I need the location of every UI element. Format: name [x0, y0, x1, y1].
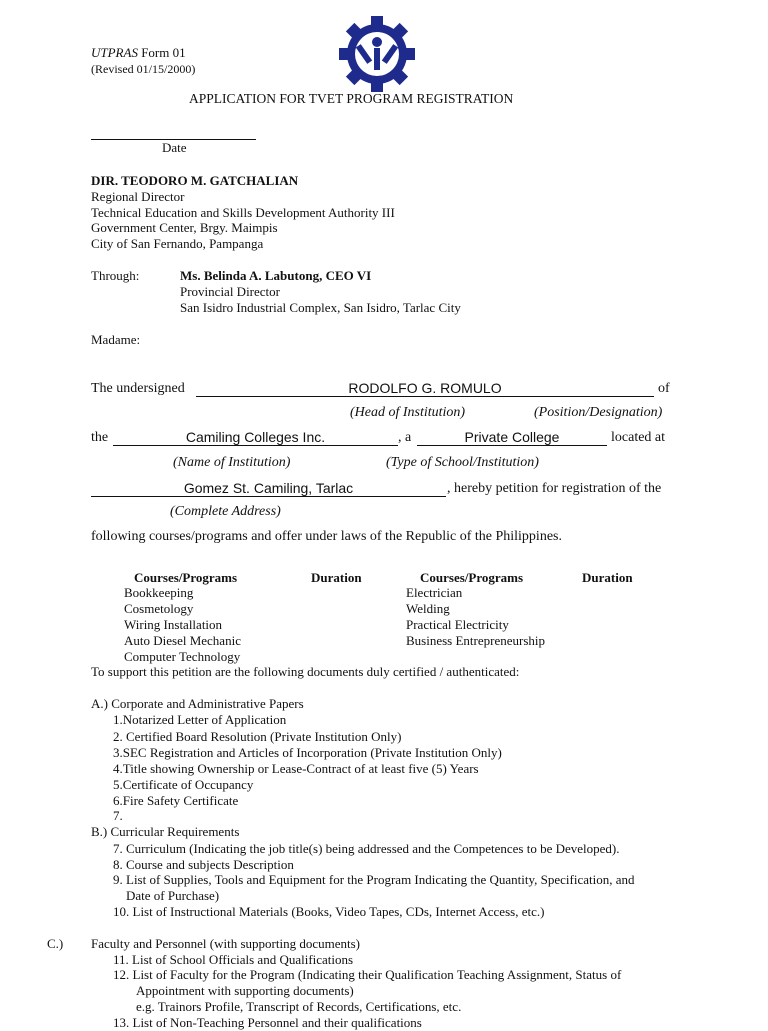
undersigned-label: The undersigned [91, 381, 185, 396]
courses-header-right: Courses/Programs [420, 570, 524, 585]
date-line [91, 126, 256, 140]
section-a-item: 4.Title showing Ownership or Lease-Contract of at least five (5) Years [113, 761, 479, 776]
section-c-item: Appointment with supporting documents) [136, 983, 354, 998]
through-name: Ms. Belinda A. Labutong, CEO VI [180, 268, 372, 283]
through-label: Through: [91, 268, 140, 283]
address-caption: (Complete Address) [170, 504, 281, 519]
section-c-label: C.) [47, 936, 64, 951]
head-caption: (Head of Institution) [350, 405, 466, 420]
petition-text: , hereby petition for registration of the [447, 481, 662, 496]
course-item: Welding [406, 601, 450, 616]
section-a-item: 1.Notarized Letter of Application [113, 712, 287, 727]
addressee-line: Technical Education and Skills Development Authority III [91, 205, 395, 220]
addressee-line: Regional Director [91, 189, 185, 204]
course-item: Bookkeeping [124, 585, 194, 600]
form-code-rest: Form 01 [137, 45, 186, 60]
course-item: Computer Technology [124, 649, 241, 664]
course-item: Electrician [406, 585, 463, 600]
position-caption: (Position/Designation) [534, 405, 663, 420]
course-item: Business Entrepreneurship [406, 633, 546, 648]
following-text: following courses/programs and offer under laws of the Republic of the Philippines. [91, 529, 562, 544]
course-item: Cosmetology [124, 601, 194, 616]
course-item: Practical Electricity [406, 617, 509, 632]
a-label: , a [398, 430, 412, 445]
section-c-item: e.g. Trainors Profile, Transcript of Records, Certifications, etc. [136, 999, 462, 1014]
address-field[interactable]: Gomez St. Camiling, Tarlac [91, 480, 446, 497]
section-a-item: 3.SEC Registration and Articles of Incorporation (Private Institution Only) [113, 745, 502, 760]
section-a-item: 2. Certified Board Resolution (Private Institution Only) [113, 729, 402, 744]
section-b-item: 7. Curriculum (Indicating the job title(s) being addressed and the Competences to be Developed). [113, 841, 620, 856]
head-of-institution-field[interactable]: RODOLFO G. ROMULO [196, 380, 654, 397]
through-line: Provincial Director [180, 284, 280, 299]
section-b-title: B.) Curricular Requirements [91, 824, 240, 839]
section-c-item: 12. List of Faculty for the Program (Indicating their Qualification Teaching Assignment, Status of [113, 967, 622, 982]
page-title: APPLICATION FOR TVET PROGRAM REGISTRATION [189, 91, 514, 106]
form-code [91, 45, 186, 61]
section-c-item: 11. List of School Officials and Qualifications [113, 952, 354, 967]
section-c-item: 13. List of Non-Teaching Personnel and their qualifications [113, 1015, 422, 1030]
section-c-title: Faculty and Personnel (with supporting documents) [91, 936, 360, 951]
section-a-item: 5.Certificate of Occupancy [113, 777, 254, 792]
course-item: Auto Diesel Mechanic [124, 633, 241, 648]
section-a-item: 6.Fire Safety Certificate [113, 793, 239, 808]
support-text: To support this petition are the following documents duly certified / authenticated: [91, 664, 520, 679]
section-a-item: 7. [113, 808, 123, 823]
institution-caption: (Name of Institution) [173, 455, 291, 470]
addressee-name: DIR. TEODORO M. GATCHALIAN [91, 173, 299, 188]
of-label: of [658, 381, 670, 396]
section-b-item: Date of Purchase) [126, 888, 220, 903]
school-type-field[interactable]: Private College [417, 429, 607, 446]
form-code-italic: UTPRAS [91, 45, 138, 60]
duration-header-right: Duration [582, 570, 633, 585]
form-revised: (Revised 01/15/2000) [91, 62, 196, 76]
duration-header-left: Duration [311, 570, 362, 585]
courses-header-left: Courses/Programs [134, 570, 238, 585]
through-line: San Isidro Industrial Complex, San Isidro, Tarlac City [180, 300, 461, 315]
institution-name-field[interactable]: Camiling Colleges Inc. [113, 429, 398, 446]
section-b-item: 9. List of Supplies, Tools and Equipment for the Program Indicating the Quantity, Specification, and [113, 872, 635, 887]
course-item: Wiring Installation [124, 617, 223, 632]
section-a-title: A.) Corporate and Administrative Papers [91, 696, 304, 711]
type-caption: (Type of School/Institution) [386, 455, 539, 470]
located-label: located at [611, 430, 666, 445]
date-label: Date [162, 140, 187, 155]
section-b-item: 10. List of Instructional Materials (Books, Video Tapes, CDs, Internet Access, etc.) [113, 904, 545, 919]
the-label: the [91, 430, 109, 445]
section-b-item: 8. Course and subjects Description [113, 857, 294, 872]
tesda-logo-icon [337, 14, 417, 94]
salutation: Madame: [91, 332, 141, 347]
addressee-line: Government Center, Brgy. Maimpis [91, 220, 278, 235]
addressee-line: City of San Fernando, Pampanga [91, 236, 264, 251]
